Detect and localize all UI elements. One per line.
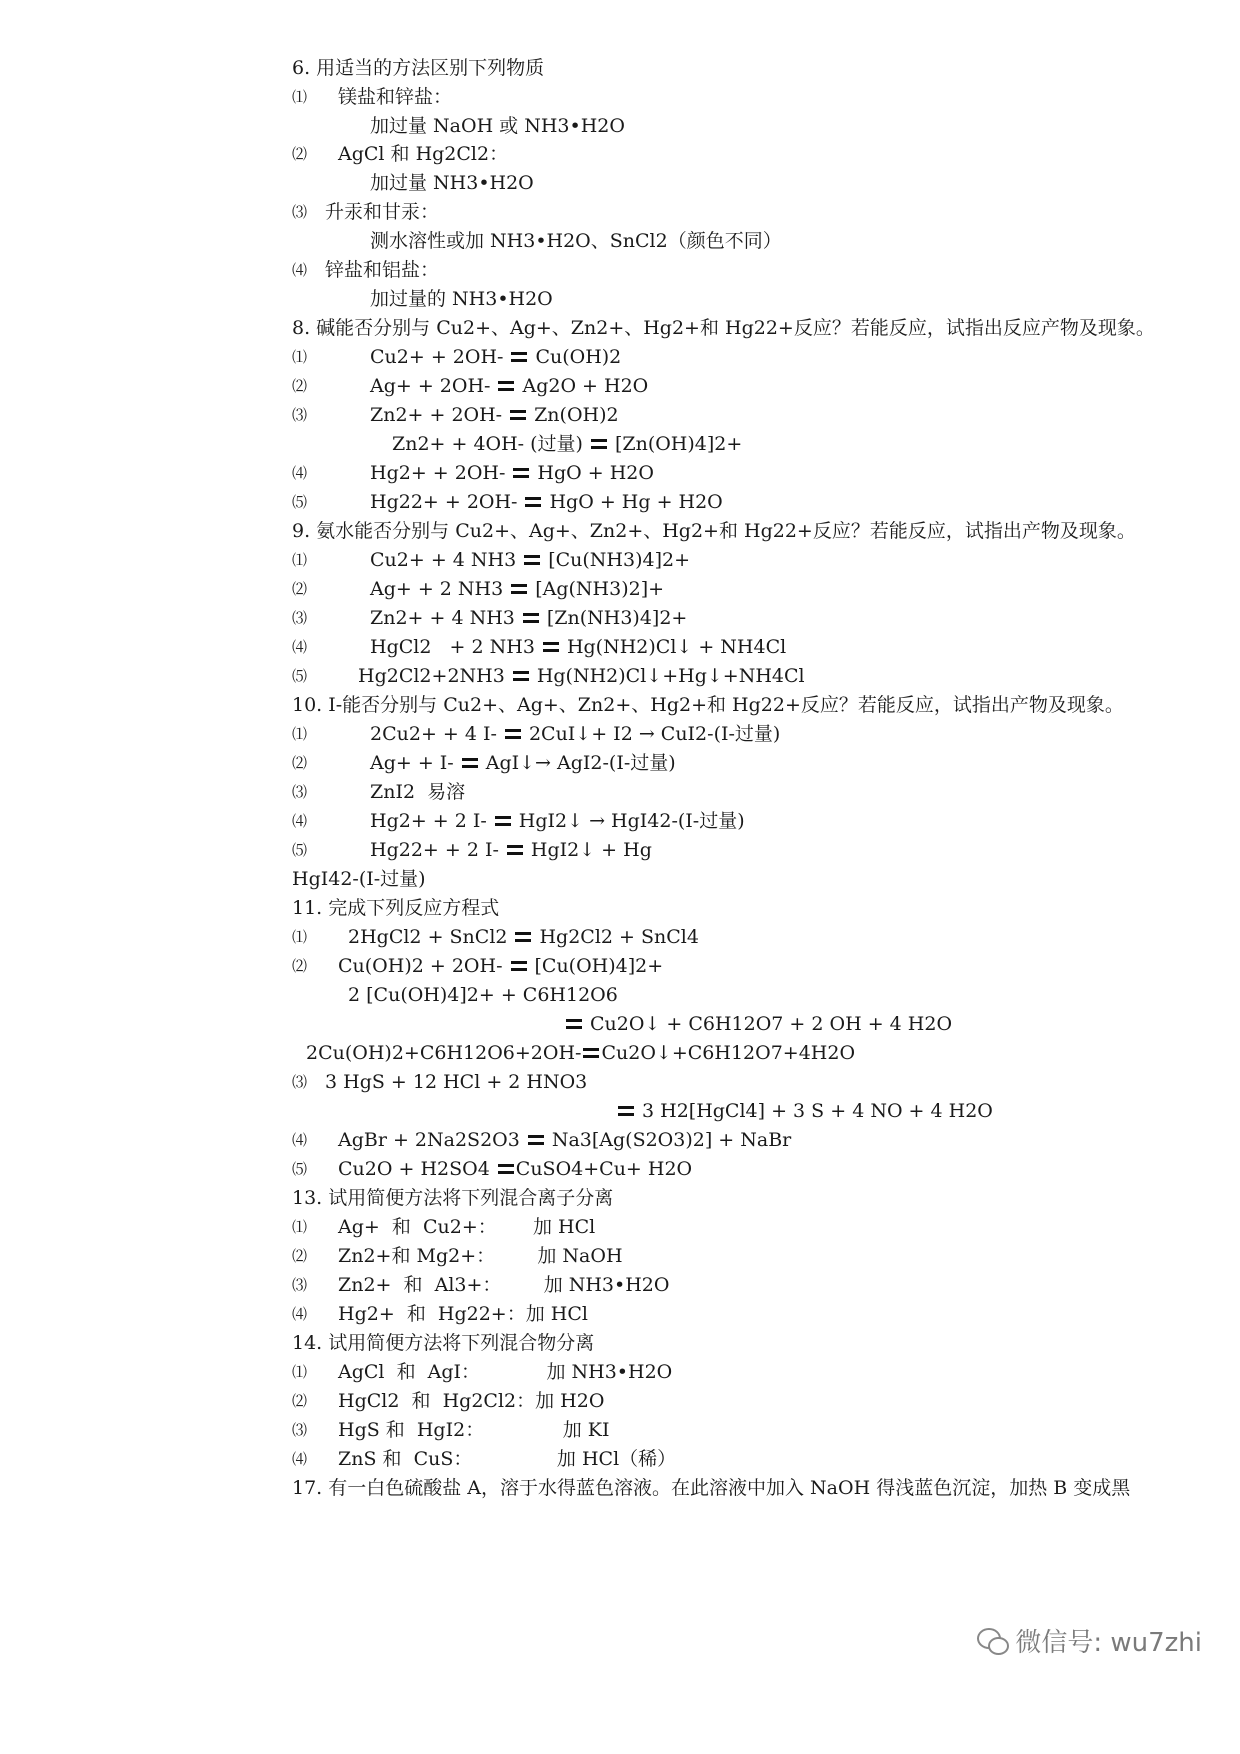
equation-right: 2CuI↓+ I2 → CuI2-(I-过量) (528, 723, 781, 745)
equation (370, 577, 664, 601)
equation-right: Hg(NH2)Cl↓ + NH4Cl (566, 636, 787, 658)
item-number: ⑵ (292, 1392, 308, 1410)
item-number: ⑵ (292, 580, 308, 598)
equals-sign (507, 845, 523, 855)
equals-sign (543, 642, 559, 652)
equals-sign (566, 1019, 582, 1029)
equation (370, 809, 745, 833)
equals-sign (511, 584, 527, 594)
item-text: 锌盐和铝盐： (325, 259, 440, 281)
equation (370, 548, 690, 572)
item-number: ⑸ (292, 1160, 308, 1178)
equation-left: Ag+ + I- (370, 752, 454, 774)
equation-right: Hg2Cl2 + SnCl4 (539, 926, 699, 948)
item-number: ⑸ (292, 841, 308, 859)
equation (370, 490, 723, 514)
equals-sign (511, 352, 527, 362)
equation (358, 664, 805, 688)
answer-text: 加过量 NH3•H2O (370, 172, 534, 194)
equals-sign (498, 1164, 514, 1174)
equals-sign (513, 671, 529, 681)
equation-right: HgO + Hg + H2O (549, 491, 723, 513)
item-number: ⑷ (292, 464, 308, 482)
answer-text: 测水溶性或加 NH3•H2O、SnCl2（颜色不同） (370, 230, 782, 252)
item-number: ⑶ (292, 1421, 308, 1439)
equation (370, 635, 786, 659)
item-number: ⑶ (292, 203, 308, 221)
equation-right: AgI↓→ AgI2-(I-过量) (485, 752, 676, 774)
equation-left: 2HgCl2 + SnCl2 (348, 926, 508, 948)
equals-sign (591, 439, 607, 449)
equation-left: Ag+ + 2 NH3 (370, 578, 504, 600)
equals-sign (513, 468, 529, 478)
item-number: ⑸ (292, 667, 308, 685)
item-number: ⑷ (292, 261, 308, 279)
item-text: HgCl2 和 Hg2Cl2：加 H2O (338, 1390, 605, 1412)
item-number: ⑶ (292, 609, 308, 627)
equation (338, 1157, 692, 1181)
item-number: ⑷ (292, 638, 308, 656)
item-number: ⑵ (292, 145, 308, 163)
equals-sign (498, 381, 514, 391)
equation (618, 1099, 993, 1123)
equation-left: 2Cu(OH)2+C6H12O6+2OH- (306, 1042, 582, 1064)
item-number: ⑶ (292, 1073, 308, 1091)
watermark-text: 微信号: wu7zhi (1015, 1628, 1202, 1658)
equation-left: Zn2+ + 4 NH3 (370, 607, 515, 629)
question-10-title: 10. I-能否分别与 Cu2+、Ag+、Zn2+、Hg2+和 Hg22+反应？若能反应，试指出产物及现象。 (292, 694, 1124, 716)
item-number: ⑶ (292, 1276, 308, 1294)
item-number: ⑵ (292, 957, 308, 975)
item-number: ⑷ (292, 1131, 308, 1149)
equation (338, 954, 663, 978)
item-number: ⑴ (292, 551, 308, 569)
equation-left: Hg22+ + 2 I- (370, 839, 499, 861)
equation-right: Hg(NH2)Cl↓+Hg↓+NH4Cl (536, 665, 805, 687)
item-number: ⑴ (292, 348, 308, 366)
equation-right: Cu2O↓+C6H12O7+4H2O (601, 1042, 856, 1064)
item-number: ⑴ (292, 88, 308, 106)
equation (370, 751, 676, 775)
question-6-title: 6. 用适当的方法区别下列物质 (292, 57, 545, 79)
question-8-title: 8. 碱能否分别与 Cu2+、Ag+、Zn2+、Hg2+和 Hg22+反应？若能反应，试指出反应产物及现象。 (292, 317, 1155, 339)
item-number: ⑴ (292, 1218, 308, 1236)
equals-sign (510, 410, 526, 420)
item-number: ⑴ (292, 725, 308, 743)
item-number: ⑷ (292, 812, 308, 830)
item-text: AgCl 和 Hg2Cl2： (338, 143, 509, 165)
equation-left: Cu2+ + 4 NH3 (370, 549, 517, 571)
equals-sign (505, 729, 521, 739)
item-text: Hg2+ 和 Hg22+：加 HCl (338, 1303, 588, 1325)
equation (566, 1012, 952, 1036)
equation-right: [Ag(NH3)2]+ (535, 578, 665, 600)
equation-right: [Cu(OH)4]2+ (534, 955, 664, 977)
equation-left: Ag+ + 2OH- (370, 375, 491, 397)
equals-sign (528, 1135, 544, 1145)
item-text: 升汞和甘汞： (325, 201, 440, 223)
item-text: Zn2+ 和 Al3+： 加 NH3•H2O (338, 1274, 670, 1296)
item-text: ZnI2 易溶 (370, 781, 466, 803)
wechat-icon (977, 1628, 1007, 1654)
equation-right: Zn(OH)2 (534, 404, 619, 426)
equation-left: Cu2O + H2SO4 (338, 1158, 490, 1180)
item-text: ZnS 和 CuS： 加 HCl（稀） (338, 1448, 677, 1470)
equation-right: HgI2↓ → HgI42-(I-过量) (518, 810, 745, 832)
equation-right: Ag2O + H2O (522, 375, 649, 397)
watermark (977, 1622, 1202, 1659)
equation-right: Cu(OH)2 (535, 346, 622, 368)
equation-left: Cu(OH)2 + 2OH- (338, 955, 503, 977)
equation (370, 838, 652, 862)
continuation-text: HgI42-(I-过量) (292, 868, 426, 890)
equation (370, 722, 780, 746)
question-11-title: 11. 完成下列反应方程式 (292, 897, 500, 919)
equation-left: 2Cu2+ + 4 I- (370, 723, 497, 745)
item-number: ⑵ (292, 1247, 308, 1265)
equation-left: Hg2+ + 2 I- (370, 810, 487, 832)
equation (370, 606, 687, 630)
item-number: ⑸ (292, 493, 308, 511)
equals-sign (462, 758, 478, 768)
equation-left: Cu2+ + 2OH- (370, 346, 504, 368)
equation-text: 3 HgS + 12 HCl + 2 HNO3 (325, 1071, 588, 1093)
equals-sign (523, 613, 539, 623)
equals-sign (495, 816, 511, 826)
item-number: ⑷ (292, 1450, 308, 1468)
item-number: ⑷ (292, 1305, 308, 1323)
equation (392, 432, 742, 456)
item-text: 镁盐和锌盐： (338, 86, 453, 108)
equation-right: [Zn(NH3)4]2+ (546, 607, 688, 629)
item-text: AgCl 和 AgI： 加 NH3•H2O (338, 1361, 673, 1383)
question-17-title: 17. 有一白色硫酸盐 A，溶于水得蓝色溶液。在此溶液中加入 NaOH 得浅蓝色沉淀，加热 B 变成黑 (292, 1477, 1131, 1499)
item-number: ⑶ (292, 783, 308, 801)
equation-text: 2 [Cu(OH)4]2+ + C6H12O6 (348, 984, 618, 1006)
equation-right: Cu2O↓ + C6H12O7 + 2 OH + 4 H2O (590, 1013, 953, 1035)
equation-left: Hg2+ + 2OH- (370, 462, 506, 484)
equals-sign (583, 1048, 599, 1058)
equals-sign (524, 555, 540, 565)
equals-sign (618, 1106, 634, 1116)
equation (306, 1041, 855, 1065)
equation (370, 461, 654, 485)
item-number: ⑵ (292, 377, 308, 395)
equation (338, 1128, 791, 1152)
item-number: ⑵ (292, 754, 308, 772)
equation-right: CuSO4+Cu+ H2O (515, 1158, 693, 1180)
equals-sign (525, 497, 541, 507)
answer-text: 加过量 NaOH 或 NH3•H2O (370, 115, 625, 137)
equation-right: [Zn(OH)4]2+ (614, 433, 743, 455)
question-9-title: 9. 氨水能否分别与 Cu2+、Ag+、Zn2+、Hg2+和 Hg22+反应？若能反应，试指出产物及现象。 (292, 520, 1136, 542)
item-number: ⑴ (292, 928, 308, 946)
answer-text: 加过量的 NH3•H2O (370, 288, 553, 310)
equation-left: Zn2+ + 4OH- (过量) (392, 433, 583, 455)
equation-left: Hg2Cl2+2NH3 (358, 665, 505, 687)
equals-sign (515, 932, 531, 942)
item-text: HgS 和 HgI2： 加 KI (338, 1419, 610, 1441)
equation-right: 3 H2[HgCl4] + 3 S + 4 NO + 4 H2O (642, 1100, 993, 1122)
question-14-title: 14. 试用简便方法将下列混合物分离 (292, 1332, 595, 1354)
equation-left: Zn2+ + 2OH- (370, 404, 503, 426)
equation-left: Hg22+ + 2OH- (370, 491, 518, 513)
equation-right: HgO + H2O (537, 462, 654, 484)
question-13-title: 13. 试用简便方法将下列混合离子分离 (292, 1187, 614, 1209)
equation (370, 345, 621, 369)
equation-left: HgCl2 + 2 NH3 (370, 636, 535, 658)
item-number: ⑴ (292, 1363, 308, 1381)
item-text: Zn2+和 Mg2+： 加 NaOH (338, 1245, 623, 1267)
equals-sign (511, 961, 527, 971)
equation (370, 403, 619, 427)
equation (370, 374, 648, 398)
equation (348, 925, 699, 949)
equation-right: HgI2↓ + Hg (530, 839, 652, 861)
item-text: Ag+ 和 Cu2+： 加 HCl (338, 1216, 596, 1238)
equation-right: Na3[Ag(S2O3)2] + NaBr (551, 1129, 792, 1151)
equation-left: AgBr + 2Na2S2O3 (338, 1129, 520, 1151)
item-number: ⑶ (292, 406, 308, 424)
equation-right: [Cu(NH3)4]2+ (548, 549, 691, 571)
